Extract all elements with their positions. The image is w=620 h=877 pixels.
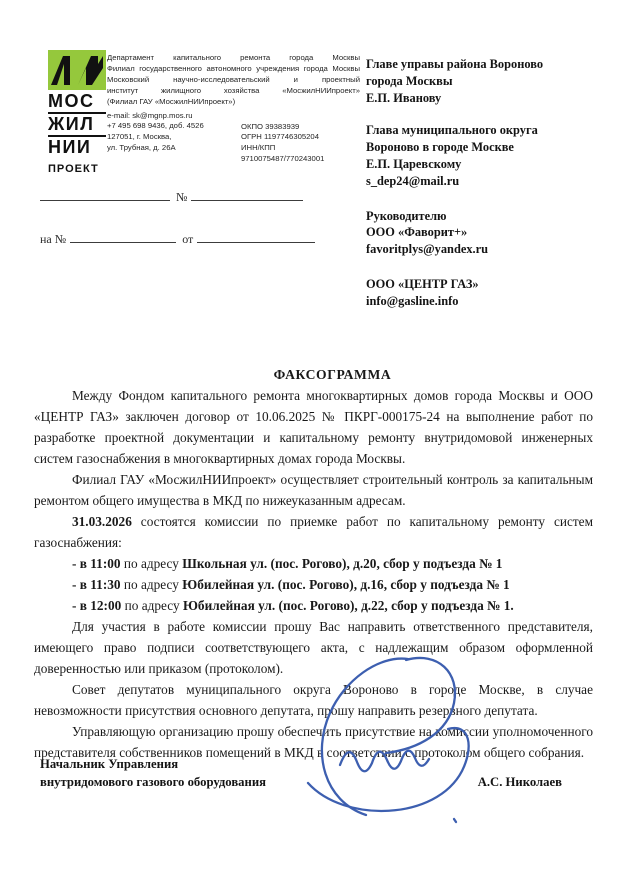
reply-date-blank (197, 230, 315, 243)
commission-mid: по адресу (121, 598, 183, 613)
recipient-line: ООО «ЦЕНТР ГАЗ» (366, 276, 479, 291)
commission-mid: по адресу (120, 577, 183, 592)
handwritten-signature-image (286, 643, 484, 828)
signer-name: А.С. Николаев (477, 774, 562, 789)
recipient-line: ООО «Фаворит+» (366, 225, 468, 240)
recipient-email: favoritplys@yandex.ru (366, 242, 489, 257)
recipient-line: Руководителю (366, 208, 447, 223)
logo-word-nii: НИИ (48, 137, 92, 157)
org-street: ул. Трубная, д. 26А (107, 143, 176, 153)
signer-position (40, 756, 266, 791)
commission-time: - в 11:00 (72, 556, 121, 571)
signer-position-line1: Начальник Управления (40, 757, 179, 771)
outgoing-number-blank (191, 188, 303, 201)
recipient-municipal-okrug (366, 122, 604, 189)
reply-number-row (40, 230, 350, 247)
signer-position-line2: внутридомового газового оборудования (40, 774, 266, 789)
org-contacts (107, 110, 360, 164)
commission-address: Юбилейная ул. (пос. Рогово), д.16, сбор у подъезда № 1 (182, 577, 510, 592)
from-label: от (182, 232, 194, 246)
org-okpo: ОКПО 39383939 (241, 121, 300, 131)
org-email: e-mail: sk@mgnp.mos.ru (107, 110, 193, 120)
document-title: ФАКСОГРАММА (273, 367, 392, 382)
org-line: институт жилищного хозяйства «МосжилНИИпроект» (107, 85, 360, 95)
recipient-line: Главе управы района Вороново (366, 57, 544, 71)
logo-word-mos: МОС (48, 91, 95, 111)
org-phone: +7 495 698 9436, доб. 4526 (107, 121, 204, 131)
commission-date: 31.03.2026 (72, 514, 132, 529)
recipient-favorit (366, 208, 604, 258)
org-line: Московский научно-исследовательский и проектный (107, 74, 360, 84)
commission-item (34, 595, 593, 616)
recipient-email: info@gasline.info (366, 293, 459, 308)
org-inn-kpp: ИНН/КПП 9710075487/770243001 (241, 143, 325, 164)
paragraph-control: Филиал ГАУ «МосжилНИИпроект» осуществляет строительный контроль за капитальным ремонтом общего имущества в МКД по нижеуказанным адресам. (34, 472, 593, 508)
outgoing-number-row (40, 188, 350, 205)
commission-item (34, 574, 593, 595)
commission-mid: по адресу (120, 556, 183, 571)
org-line: Филиал государственного автономного учреждения города Москвы (107, 63, 360, 73)
signature-block (40, 756, 590, 791)
paragraph-contract: Между Фондом капитального ремонта многоквартирных домов города Москвы и ООО «ЦЕНТР ГАЗ» заключен договор от 10.06.2025 № ПКРГ-000175-24 на выполнение работ по разработке проектной документации и капитальному ремонту внутридомовой инженерных систем газоснабжения в многоквартирных домах города Москвы. (34, 388, 593, 466)
recipient-centr-gaz (366, 276, 604, 310)
mosjilnii-logo-icon (48, 50, 106, 90)
number-sign-label: № (176, 190, 188, 204)
org-line: Департамент капитального ремонта города Москвы (107, 53, 360, 62)
mosjilniiproekt-logo (48, 50, 106, 179)
reply-number-blank (70, 230, 176, 243)
org-registry (241, 122, 360, 166)
recipient-uprava (366, 56, 604, 106)
logo-word-jil: ЖИЛ (48, 114, 95, 134)
commission-item (34, 553, 593, 574)
commission-time: - в 11:30 (72, 577, 121, 592)
recipient-name: Е.П. Царевскому (366, 156, 462, 171)
recipient-line: Вороново в городе Москве (366, 140, 514, 155)
organization-info (107, 53, 360, 164)
on-number-label: на № (40, 232, 67, 246)
recipient-name: Е.П. Иванову (366, 90, 442, 105)
logo-word-proekt: ПРОЕКТ (48, 163, 99, 175)
recipient-email: s_dep24@mail.ru (366, 173, 460, 188)
paragraph-deputies: Совет депутатов муниципального округа Вороново в городе Москве, в случае невозможности присутствия основного депутата, прошу направить резервного депутата. (34, 682, 593, 718)
org-postcode: 127051, г. Москва, (107, 132, 172, 142)
paragraph-management-org: Управляющую организацию прошу обеспечить присутствие на комиссии уполномоченного представителя собственников помещений в МКД в соответствии с протоколом общего собрания. (34, 724, 593, 760)
org-ogrn: ОГРН 1197746305204 (241, 132, 319, 142)
commission-time: - в 12:00 (72, 598, 122, 613)
recipient-line: города Москвы (366, 73, 453, 88)
reference-fields (40, 188, 350, 272)
recipients-block (366, 56, 604, 326)
org-line: (Филиал ГАУ «МосжилНИИпроект») (107, 96, 236, 106)
commission-address: Юбилейная ул. (пос. Рогово), д.22, сбор у подъезда № 1. (182, 598, 514, 613)
outgoing-date-blank (40, 188, 170, 201)
paragraph-representative: Для участия в работе комиссии прошу Вас направить ответственного представителя, имеющего право подписи соответствующего акта, с надлежащим образом оформленной доверенностью или приказом (протоколом). (34, 619, 593, 676)
recipient-line: Глава муниципального округа (366, 123, 538, 138)
commission-date-rest: состоятся комиссии по приемке работ по капитальному ремонту систем газоснабжения: (34, 514, 593, 550)
paragraph-commission-date (34, 511, 593, 553)
commission-address: Школьная ул. (пос. Рогово), д.20, сбор у подъезда № 1 (182, 556, 503, 571)
